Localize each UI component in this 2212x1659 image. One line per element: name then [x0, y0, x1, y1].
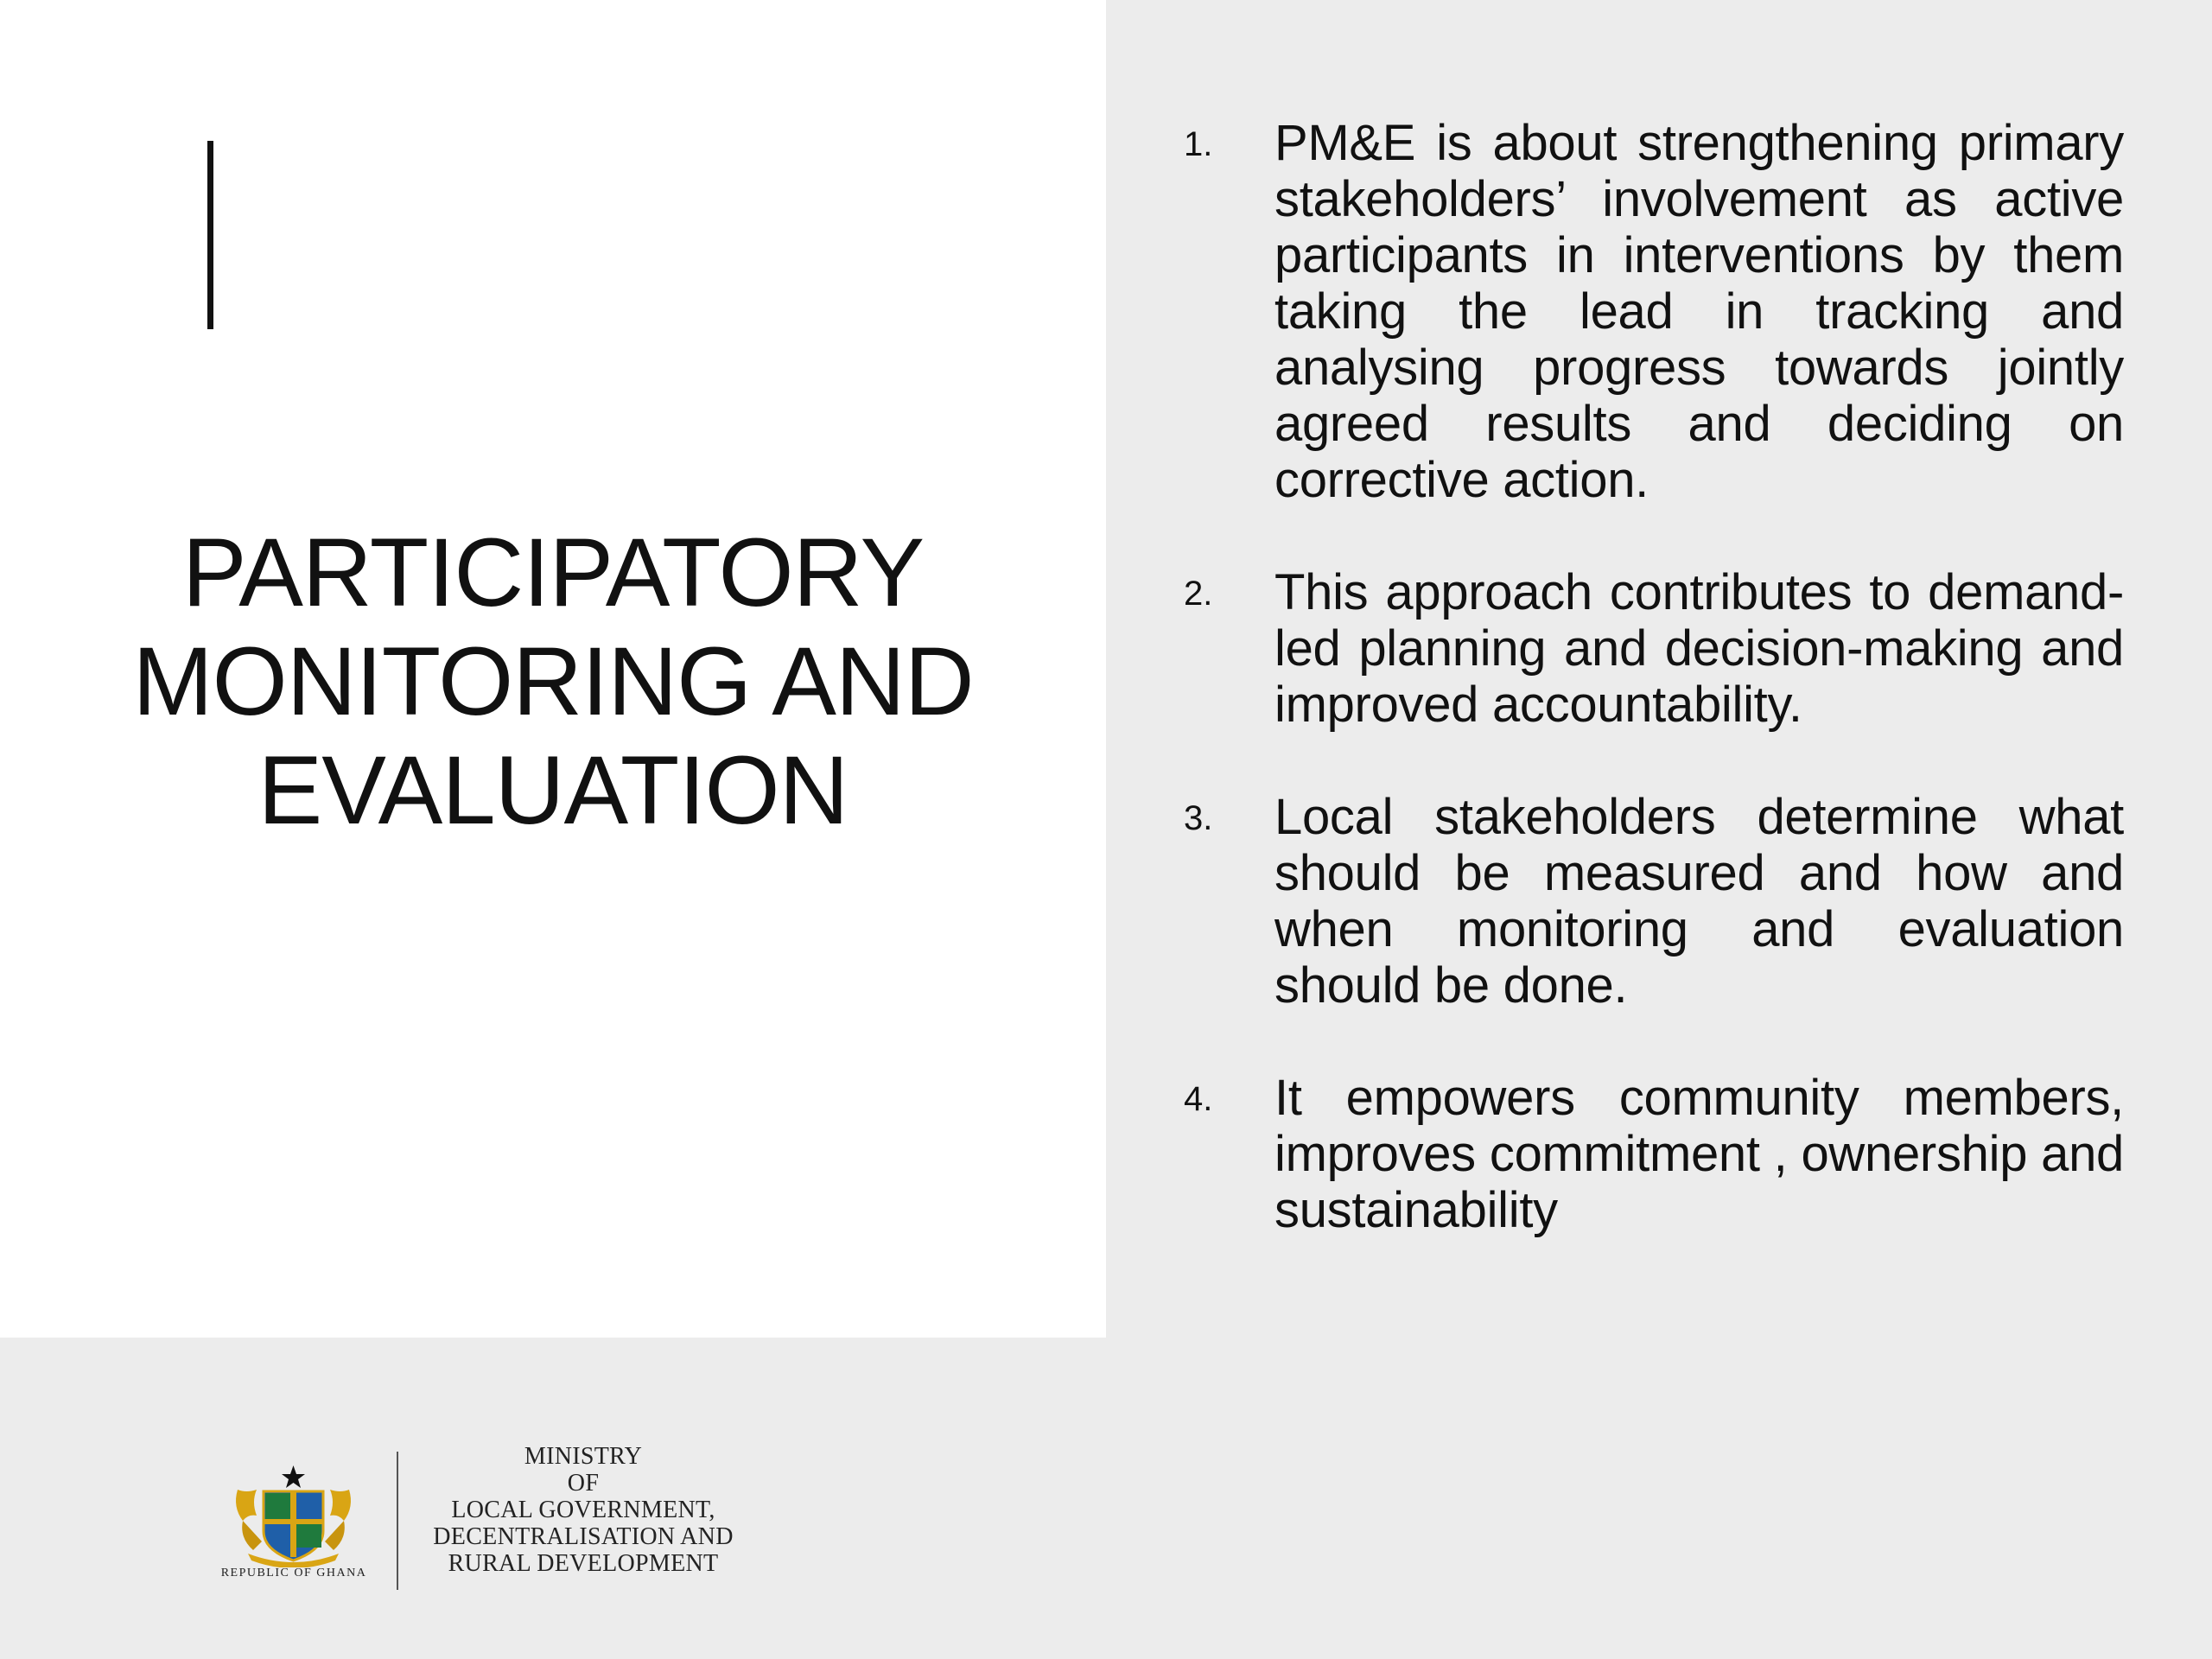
point-text: Local stakeholders determine what should be measured and how and when monitoring and evaluation should be done. [1274, 789, 2124, 1014]
list-item [1184, 789, 2124, 1014]
point-number: 4. [1184, 1080, 1213, 1118]
point-text: PM&E is about strengthening primary stakeholders’ involvement as active participants in interventions by them taking the lead in tracking and analysing progress towards jointly agreed results and deciding on corrective action. [1274, 115, 2124, 508]
list-item [1184, 1070, 2124, 1238]
point-number: 3. [1184, 799, 1213, 837]
point-number: 2. [1184, 575, 1213, 613]
point-text: This approach contributes to demand-led planning and decision-making and improved accountability. [1274, 564, 2124, 733]
ministry-line: OF [567, 1470, 600, 1497]
ministry-line: DECENTRALISATION AND [433, 1523, 734, 1550]
accent-bar [207, 141, 213, 329]
title-line-3: EVALUATION [257, 736, 849, 844]
slide-title [52, 518, 1054, 845]
ministry-name [423, 1443, 743, 1577]
title-line-1: PARTICIPATORY [181, 518, 925, 626]
list-item [1184, 564, 2124, 733]
ministry-line: MINISTRY [524, 1443, 643, 1470]
title-panel [0, 0, 1106, 1338]
point-text: It empowers community members, improves commitment , ownership and sustainability [1274, 1070, 2124, 1238]
logo-divider [397, 1452, 398, 1590]
ministry-line: RURAL DEVELOPMENT [448, 1550, 719, 1577]
republic-caption: REPUBLIC OF GHANA [220, 1567, 367, 1580]
ministry-line: LOCAL GOVERNMENT, [451, 1497, 715, 1523]
coat-of-arms-icon [231, 1464, 356, 1567]
points-list [1184, 115, 2124, 1294]
title-line-2: MONITORING AND [132, 627, 974, 735]
list-item [1184, 115, 2124, 508]
ministry-logo [212, 1443, 773, 1590]
point-number: 1. [1184, 125, 1213, 163]
